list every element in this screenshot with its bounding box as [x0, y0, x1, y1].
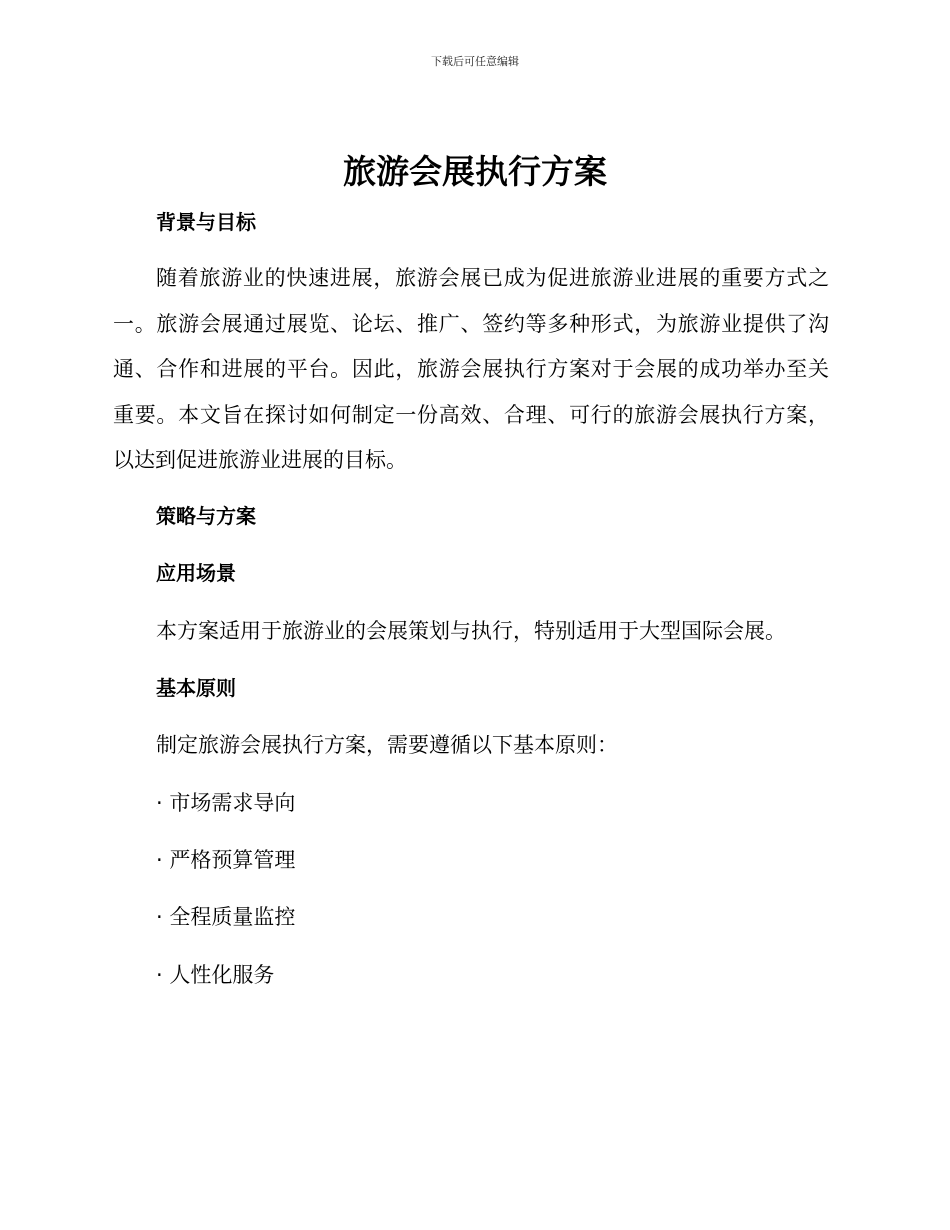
background-paragraph [113, 256, 829, 484]
paragraph-line: 通、合作和进展的平台。因此，旅游会展执行方案对于会展的成功举办至关 [113, 357, 829, 381]
paragraph-line: 重要。本文旨在探讨如何制定一份高效、合理、可行的旅游会展执行方案， [113, 402, 829, 427]
scenario-text: 本方案适用于旅游业的会展策划与执行，特别适用于大型国际会展。 [156, 619, 786, 643]
list-item: · 市场需求导向 [156, 791, 296, 815]
section-heading-background: 背景与目标 [156, 210, 256, 234]
page-header-note: 下载后可任意编辑 [431, 55, 519, 68]
paragraph-line: 以达到促进旅游业进展的目标。 [113, 448, 407, 472]
paragraph-line: 随着旅游业的快速进展，旅游会展已成为促进旅游业进展的重要方式之 [156, 266, 829, 290]
list-item: · 严格预算管理 [156, 848, 296, 872]
list-item: · 全程质量监控 [156, 905, 296, 929]
section-heading-principles: 基本原则 [156, 676, 236, 700]
section-heading-scenario: 应用场景 [156, 561, 236, 585]
paragraph-line: 一。旅游会展通过展览、论坛、推广、签约等多种形式，为旅游业提供了沟 [113, 311, 829, 336]
section-heading-strategy: 策略与方案 [156, 504, 256, 528]
document-title: 旅游会展执行方案 [343, 152, 607, 191]
list-item: · 人性化服务 [156, 963, 275, 987]
principles-intro: 制定旅游会展执行方案，需要遵循以下基本原则： [156, 733, 618, 757]
